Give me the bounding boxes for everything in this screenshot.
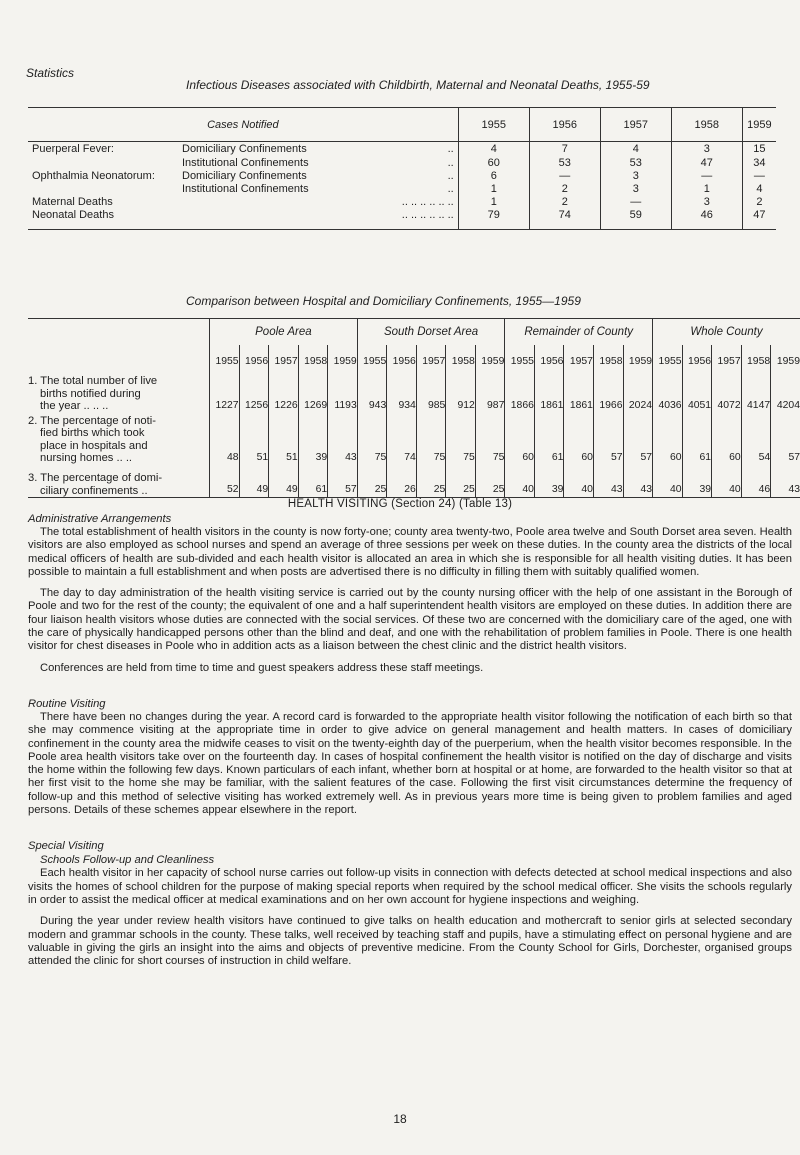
year-header: 1957 [416, 345, 446, 367]
row-label-line: nursing homes .. .. [40, 452, 133, 464]
row-label-line: 3. The percentage of domi- [28, 472, 163, 484]
table-cell: 4204 [771, 367, 800, 413]
table-cell: 52 [210, 465, 240, 498]
table-row [28, 157, 776, 170]
year-header: 1956 [239, 345, 269, 367]
table-cell: 43 [771, 465, 800, 498]
row-leader-dots: .. [447, 183, 454, 195]
area-header-south-dorset: South Dorset Area [357, 319, 505, 345]
table-cell: 4 [458, 142, 529, 157]
table-cell: 1 [671, 183, 742, 196]
row-subcategory: Domiciliary Confinements [182, 170, 307, 182]
table-cell: 47 [671, 157, 742, 170]
row-leader-dots: .. [447, 170, 454, 182]
table-cell: 75 [475, 413, 505, 465]
year-header: 1956 [682, 345, 712, 367]
table-cell: 57 [328, 465, 358, 498]
row-subcategory [182, 209, 382, 222]
special-visiting-title: Special Visiting [28, 840, 104, 853]
admin-arrangements-title: Administrative Arrangements [28, 513, 172, 525]
table-row [28, 413, 800, 465]
row-label-line: the year .. .. .. [40, 400, 109, 412]
year-header: 1959 [771, 345, 800, 367]
table-cell: 1861 [564, 367, 594, 413]
year-header: 1958 [741, 345, 771, 367]
row-leader-dots: .. [447, 143, 454, 156]
row-label [28, 465, 210, 498]
area-header-remainder: Remainder of County [505, 319, 653, 345]
table-cell: 59 [600, 209, 671, 222]
table-cell: 934 [387, 367, 417, 413]
routine-paragraph: There have been no changes during the year. A record card is forwarded to the appropriate health visitor following the notification of each birth so that she may commence visiting at the appropriate time in order to give advice on general management and health matters. In cases of domiciliary confinement in the county area the midwife ceases to visit on the twenty-eighth day of the puerperium, when the health visitor becomes responsible. In the Poole area health visitors take over on the fourteenth day. In cases of hospital confinement the health visitor is notified on the day of discharge and visits the home within the following few days. Known particulars of each infant, whether born at hospital or at home, are forwarded to the health visitor so that at her first visit to the home she may be familiar, with the salient features of the case. Following the first visit circumstances determine the frequency of follow-up and this method of selective visiting has worked extremely well. As in previous years more time is being given to problem families and aged persons. Details of these schemes appear elsewhere in the report. [28, 710, 792, 817]
year-header: 1959 [742, 108, 776, 142]
table-row [28, 465, 800, 498]
table-cell: 1861 [534, 367, 564, 413]
year-header: 1958 [446, 345, 476, 367]
row-label-line: 1. The total number of live [28, 375, 158, 387]
table-cell: 25 [416, 465, 446, 498]
admin-paragraph-3: Conferences are held from time to time and guest speakers address these staff meetings. [40, 661, 484, 674]
row-category: Maternal Deaths [32, 196, 113, 208]
table-row [28, 142, 776, 157]
row-category: Ophthalmia Neonatorum: [32, 170, 155, 182]
table-cell: 40 [653, 465, 683, 498]
table-cell: 46 [741, 465, 771, 498]
year-header: 1958 [671, 108, 742, 142]
page-number: 18 [393, 1112, 407, 1126]
table-cell: 2024 [623, 367, 653, 413]
table-cell: 49 [269, 465, 299, 498]
schools-followup-title: Schools Follow-up and Cleanliness [40, 854, 215, 867]
health-visiting-body [28, 512, 792, 968]
year-header: 1955 [210, 345, 240, 367]
year-header: 1957 [564, 345, 594, 367]
row-subcategory: Domiciliary Confinements [182, 143, 307, 156]
heading-text: HEALTH VISITING (Section 24) (Table 13) [287, 498, 513, 510]
table-cell: 57 [593, 413, 623, 465]
table-cell: 1256 [239, 367, 269, 413]
table-cell: 1966 [593, 367, 623, 413]
year-header: 1955 [458, 108, 529, 142]
row-category: Neonatal Deaths [32, 209, 114, 221]
table-cell: 74 [529, 209, 600, 222]
table-cell: 61 [298, 465, 328, 498]
table-cell: 25 [475, 465, 505, 498]
table-cell: 912 [446, 367, 476, 413]
table-cell: 987 [475, 367, 505, 413]
table-cell: 2 [529, 196, 600, 209]
table-cell: 39 [534, 465, 564, 498]
table-cell: 57 [771, 413, 800, 465]
table-row [28, 170, 776, 183]
year-header: 1958 [593, 345, 623, 367]
special-paragraph-2: During the year under review health visitors have continued to give talks on health education and mothercraft to senior girls at selected secondary modern and grammar schools in the county. These talks, well received by teaching staff and pupils, have a stimulating effect on personal hygiene and are valuable in giving the girls an insight into the aims and objects of preventive medicine. From the County School for Girls, Dorchester, organised groups attended the clinic for short courses of instruction in child welfare. [28, 915, 792, 968]
area-header-whole-county: Whole County [653, 319, 800, 345]
table-cell: 25 [446, 465, 476, 498]
table-cell: 15 [742, 142, 776, 157]
table-cell: 1 [458, 196, 529, 209]
table-cell: 1866 [505, 367, 535, 413]
table-cell: 1 [458, 183, 529, 196]
table-row [28, 209, 776, 222]
table-cell: 4 [600, 142, 671, 157]
table-cell: 1269 [298, 367, 328, 413]
table-row [28, 367, 800, 413]
year-header: 1957 [712, 345, 742, 367]
year-header: 1956 [529, 108, 600, 142]
row-subcategory: Institutional Confinements [182, 183, 309, 195]
table-cell: 75 [446, 413, 476, 465]
table-cell: 53 [529, 157, 600, 170]
table-cell: 39 [682, 465, 712, 498]
row-label-line: fied births which took [40, 427, 145, 439]
row-label-line: births notified during [40, 387, 141, 400]
table-cell: 1226 [269, 367, 299, 413]
table-cell: 3 [600, 170, 671, 183]
row-leader-dots: .. [447, 157, 454, 169]
table-cell: 43 [593, 465, 623, 498]
year-header: 1956 [534, 345, 564, 367]
table-cell: 40 [505, 465, 535, 498]
year-header: 1959 [328, 345, 358, 367]
cases-notified-header: Cases Notified [207, 118, 279, 131]
table-cell: 43 [623, 465, 653, 498]
row-leader-dots: .. .. .. .. .. .. [401, 196, 454, 208]
table-cell: 75 [416, 413, 446, 465]
admin-paragraph-2: The day to day administration of the health visiting service is carried out by the county nursing officer with the help of one assistant in the Borough of Poole and two for the rest of the county; the equivalent of one and a half superintendent health visitors are employed on these duties. In addition there are four liaison health visitors whose duties are connected with the social services. Of these two are concerned with the domiciliary care of the aged, one with the care of physically handicapped persons other than the blind and deaf, and one with the rehabilitation of problem families in Poole. There is one health visitor for chest diseases in Poole who in addition acts as a liaison between the chest clinic and the district health visitors. [28, 587, 792, 653]
table-cell: 60 [458, 157, 529, 170]
special-paragraph-1: Each health visitor in her capacity of school nurse carries out follow-up visits in connection with defects detected at school medical inspections and also visits the homes of school children for the purpose of making special reports when required by the school medical officer. She visits the schools regularly in order to assist the medical officer at medical examinations and on her own account for hygiene inspections and weighing. [28, 867, 792, 906]
table-cell: 46 [671, 209, 742, 222]
table-cell: 53 [600, 157, 671, 170]
confinements-comparison-table [28, 318, 800, 498]
table-cell: 60 [564, 413, 594, 465]
year-header: 1958 [298, 345, 328, 367]
admin-paragraph-1: The total establishment of health visitors in the county is now forty-one; county area twenty-two, Poole area twelve and South Dorset area seven. Health visitors are also employed as school nurses and spend an average of three sessions per week on these duties. In the county area the districts of the local medical officers of health are sub-divided and each health visitor is allocated an area in which she is responsible for all health visiting duties. It has been possible to maintain a full establishment and when posts are advertised there is no difficulty in filling them with suitably qualified women. [28, 526, 792, 578]
table-cell: 6 [458, 170, 529, 183]
year-header: 1955 [505, 345, 535, 367]
table-cell: 51 [269, 413, 299, 465]
table-cell: 57 [623, 413, 653, 465]
table-cell: 47 [742, 209, 776, 222]
table-cell: 4036 [653, 367, 683, 413]
table-cell: 4 [742, 183, 776, 196]
row-label [28, 367, 210, 413]
table-cell: 74 [387, 413, 417, 465]
table-cell: 25 [357, 465, 387, 498]
row-subcategory [182, 196, 382, 209]
table-cell: 2 [742, 196, 776, 209]
table-cell: 2 [529, 183, 600, 196]
table-cell: 48 [210, 413, 240, 465]
table-cell: 4147 [741, 367, 771, 413]
table-cell: 4072 [712, 367, 742, 413]
table-cell: 43 [328, 413, 358, 465]
row-label [28, 413, 210, 465]
table-cell: — [529, 170, 600, 183]
year-header: 1959 [623, 345, 653, 367]
table-cell: 60 [653, 413, 683, 465]
table-cell: 39 [298, 413, 328, 465]
table-cell: 61 [534, 413, 564, 465]
row-label-line: place in hospitals and [40, 439, 148, 452]
routine-visiting-title: Routine Visiting [28, 697, 106, 710]
table-cell: 49 [239, 465, 269, 498]
table-cell: — [742, 170, 776, 183]
table-cell: 4051 [682, 367, 712, 413]
table-cell: 1227 [210, 367, 240, 413]
row-leader-dots: .. .. .. .. .. .. [401, 209, 454, 221]
table1-title: Infectious Diseases associated with Childbirth, Maternal and Neonatal Deaths, 1955-59 [186, 78, 650, 92]
table2-title: Comparison between Hospital and Domiciliary Confinements, 1955—1959 [186, 294, 581, 308]
table-cell: 1193 [328, 367, 358, 413]
area-header-poole: Poole Area [210, 319, 358, 345]
row-label-line: ciliary confinements .. [40, 484, 148, 497]
table-cell: — [671, 170, 742, 183]
table-cell: 3 [671, 142, 742, 157]
table-cell: 34 [742, 157, 776, 170]
table-cell: 40 [712, 465, 742, 498]
table-cell: 3 [600, 183, 671, 196]
row-category [28, 183, 182, 196]
year-header: 1957 [269, 345, 299, 367]
table-cell: 60 [505, 413, 535, 465]
year-header: 1959 [475, 345, 505, 367]
year-header: 1956 [387, 345, 417, 367]
row-label-line: 2. The percentage of noti- [28, 414, 156, 427]
table-cell: 943 [357, 367, 387, 413]
table-cell: 3 [671, 196, 742, 209]
table-row [28, 183, 776, 196]
year-header: 1955 [653, 345, 683, 367]
table-cell: — [600, 196, 671, 209]
table-cell: 61 [682, 413, 712, 465]
table-cell: 54 [741, 413, 771, 465]
table-cell: 79 [458, 209, 529, 222]
year-header: 1957 [600, 108, 671, 142]
health-visiting-heading [0, 498, 800, 510]
table-cell: 60 [712, 413, 742, 465]
infectious-diseases-table [28, 107, 776, 230]
row-category [28, 157, 182, 170]
row-subcategory: Institutional Confinements [182, 157, 309, 169]
table-cell: 26 [387, 465, 417, 498]
table-cell: 75 [357, 413, 387, 465]
section-title: Statistics [26, 66, 75, 80]
table-cell: 51 [239, 413, 269, 465]
table-cell: 7 [529, 142, 600, 157]
table-row [28, 196, 776, 209]
row-category: Puerperal Fever: [32, 143, 114, 156]
table-cell: 985 [416, 367, 446, 413]
year-header: 1955 [357, 345, 387, 367]
table-cell: 40 [564, 465, 594, 498]
